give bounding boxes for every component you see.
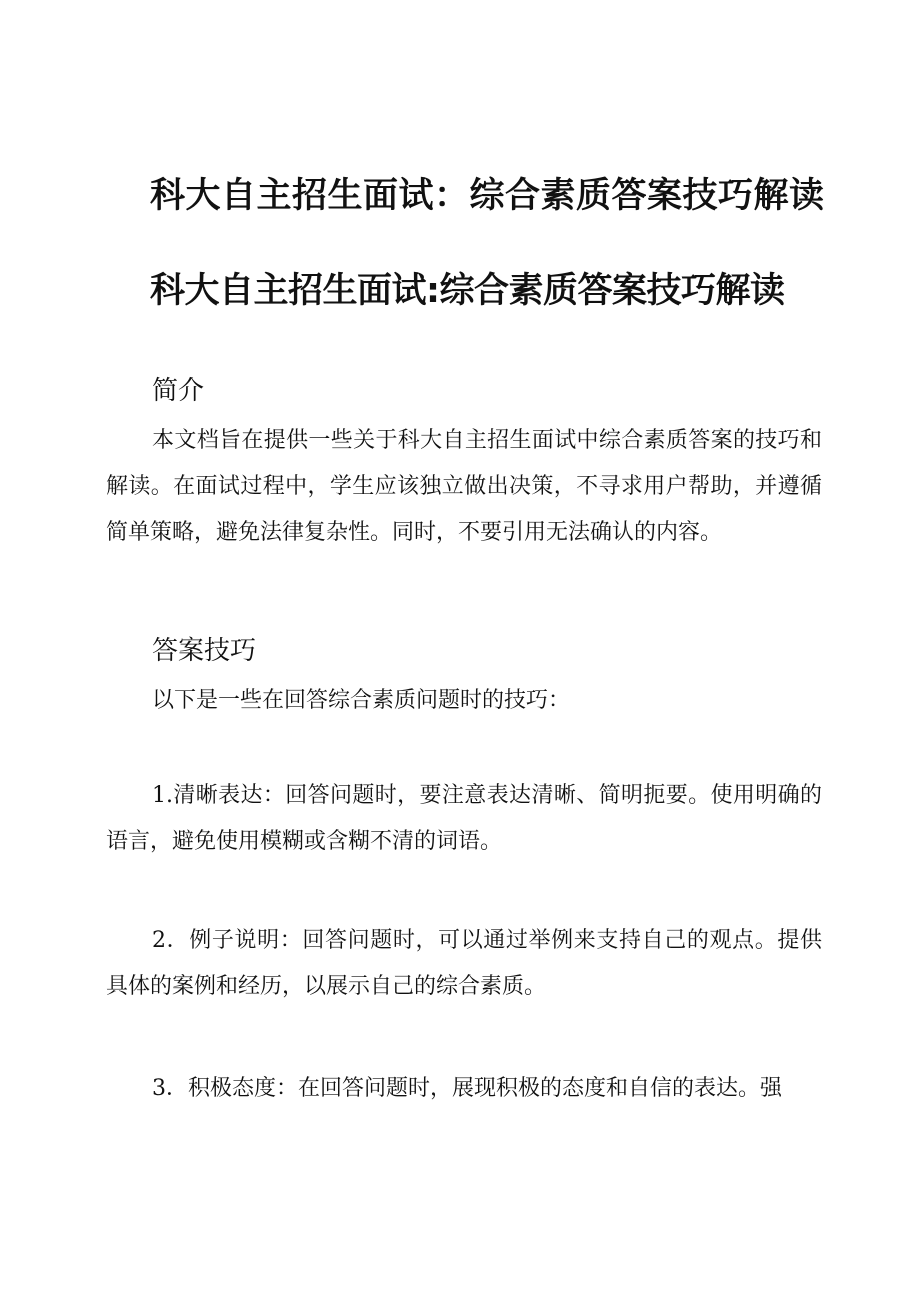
- tip-item-1: 1.清晰表达：回答问题时，要注意表达清晰、简明扼要。使用明确的语言，避免使用模糊或含糊不清的词语。: [106, 783, 822, 854]
- document-title: 科大自主招生面试：综合素质答案技巧解读: [150, 176, 825, 216]
- tip-item-2: 2．例子说明：回答问题时，可以通过举例来支持自己的观点。提供具体的案例和经历，以展示自己的综合素质。: [106, 928, 822, 999]
- section-heading-intro: 简介: [152, 376, 205, 406]
- intro-paragraph: 本文档旨在提供一些关于科大自主招生面试中综合素质答案的技巧和解读。在面试过程中，学生应该独立做出决策，不寻求用户帮助，并遵循简单策略，避免法律复杂性。同时，不要引用无法确认的内容。: [106, 428, 822, 545]
- section-heading-tips: 答案技巧: [152, 636, 257, 666]
- tip-item-3: 3．积极态度：在回答问题时，展现积极的态度和自信的表达。强: [152, 1076, 782, 1101]
- document-subtitle: 科大自主招生面试:综合素质答案技巧解读: [150, 271, 785, 311]
- tips-intro: 以下是一些在回答综合素质问题时的技巧：: [152, 688, 571, 713]
